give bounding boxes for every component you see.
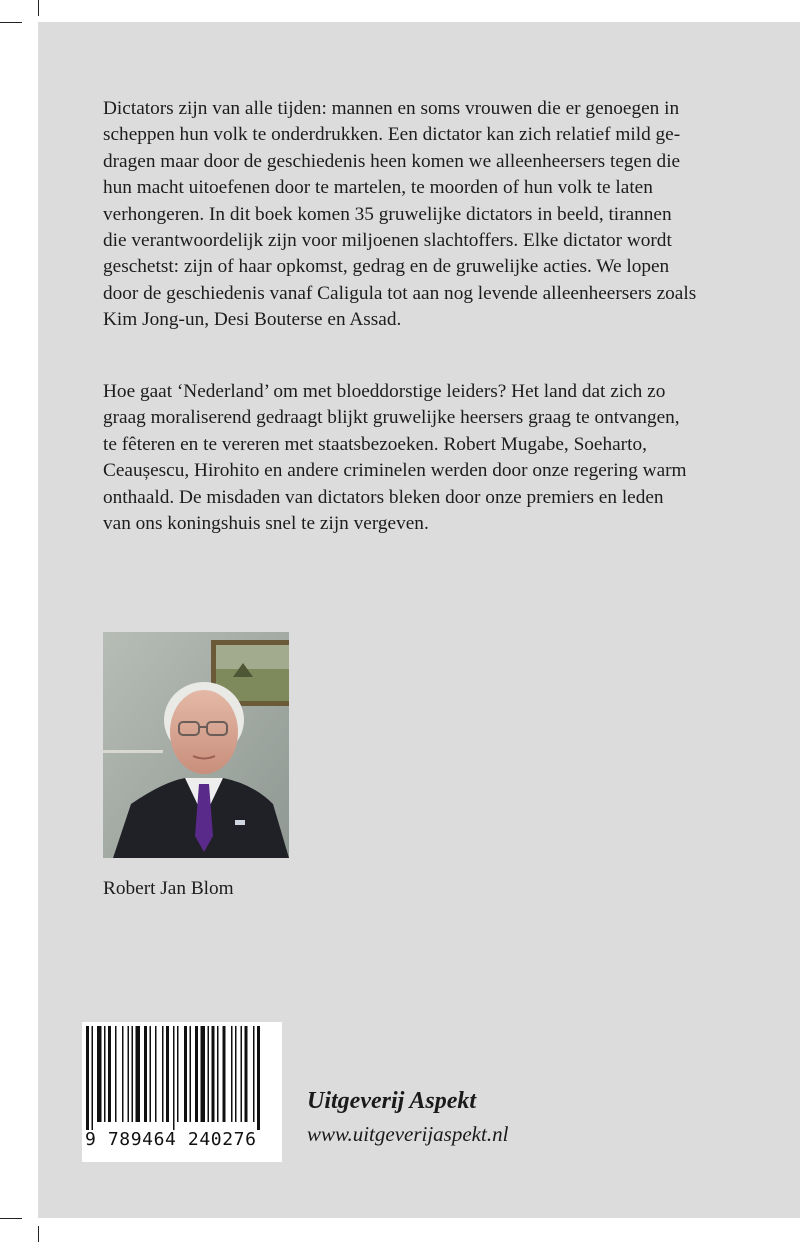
barcode-bar — [144, 1026, 147, 1122]
publisher-name: Uitgeverij Aspekt — [307, 1088, 477, 1114]
blurb-line: die verantwoordelijk zijn voor miljoenen slachtoffers. Elke dictator wordt — [103, 230, 672, 252]
blurb-line: Kim Jong-un, Desi Bouterse en Assad. — [103, 309, 402, 331]
crop-mark-top-left-v — [38, 0, 39, 16]
isbn-number: 9 789464 240276 — [85, 1129, 257, 1150]
barcode-bar — [136, 1026, 141, 1122]
barcode-bar — [122, 1026, 124, 1122]
blurb-line: hun macht uitoefenen door te martelen, te moorden of hun volk te laten — [103, 177, 653, 199]
barcode-bar — [86, 1026, 89, 1130]
barcode-bar — [257, 1026, 260, 1130]
barcode-bar — [132, 1026, 134, 1122]
barcode-bar — [235, 1026, 237, 1122]
barcode-bar — [155, 1026, 157, 1122]
blurb-line: graag moraliserend gedraagt blijkt gruwelijke heersers graag te ontvangen, — [103, 407, 680, 429]
barcode-bar — [173, 1026, 175, 1130]
barcode-bar — [150, 1026, 152, 1122]
blurb-line: scheppen hun volk te onderdrukken. Een dictator kan zich relatief mild ge- — [103, 124, 681, 146]
blurb-line: geschetst: zijn of haar opkomst, gedrag en de gruwelijke acties. We lopen — [103, 256, 670, 278]
barcode-bar — [162, 1026, 164, 1122]
barcode-bar — [253, 1026, 255, 1122]
barcode-bar — [97, 1026, 102, 1122]
barcode-bar — [115, 1026, 117, 1122]
crop-mark-bottom-left-v — [38, 1226, 39, 1242]
blurb-line: te fêteren en te vereren met staatsbezoeken. Robert Mugabe, Soeharto, — [103, 433, 647, 455]
barcode-bars — [82, 1022, 282, 1130]
crop-mark-top-left-h — [0, 22, 22, 23]
blurb-line: van ons koningshuis snel te zijn vergeven. — [103, 513, 429, 535]
barcode-bar — [190, 1026, 192, 1122]
barcode-bar — [104, 1026, 106, 1122]
barcode-bar — [177, 1026, 179, 1122]
barcode-bar — [212, 1026, 215, 1122]
blurb-line: Ceaușescu, Hirohito en andere criminelen werden door onze regering warm — [103, 460, 687, 482]
barcode-bar — [108, 1026, 111, 1122]
barcode-bar — [223, 1026, 226, 1122]
barcode-bar — [241, 1026, 243, 1122]
blurb-paragraph-1 — [103, 96, 763, 334]
author-photo — [103, 632, 289, 858]
barcode-bar — [128, 1026, 130, 1122]
blurb-line: onthaald. De misdaden van dictators bleken door onze premiers en leden — [103, 486, 664, 508]
blurb-line: verhongeren. In dit boek komen 35 gruwelijke dictators in beeld, tirannen — [103, 203, 672, 225]
blurb-line: door de geschiedenis vanaf Caligula tot aan nog levende alleenheersers zoals — [103, 282, 697, 304]
blurb-paragraph-2 — [103, 379, 763, 537]
blurb-line: dragen maar door de geschiedenis heen komen we alleenheersers tegen die — [103, 150, 681, 172]
isbn-barcode — [82, 1022, 282, 1162]
author-name: Robert Jan Blom — [103, 878, 234, 899]
barcode-bar — [166, 1026, 169, 1122]
barcode-bar — [92, 1026, 94, 1130]
blurb-line: Dictators zijn van alle tijden: mannen en soms vrouwen die er genoegen in — [103, 98, 680, 119]
barcode-bar — [231, 1026, 233, 1122]
blurb-line: Hoe gaat ‘Nederland’ om met bloeddorstige leiders? Het land dat zich zo — [103, 381, 666, 402]
barcode-bar — [208, 1026, 210, 1122]
barcode-bar — [184, 1026, 187, 1122]
barcode-bar — [245, 1026, 248, 1122]
barcode-bar — [195, 1026, 198, 1122]
crop-mark-bottom-left-h — [0, 1218, 22, 1219]
barcode-bar — [201, 1026, 206, 1122]
barcode-bar — [217, 1026, 219, 1122]
publisher-website: www.uitgeverijaspekt.nl — [307, 1122, 509, 1146]
